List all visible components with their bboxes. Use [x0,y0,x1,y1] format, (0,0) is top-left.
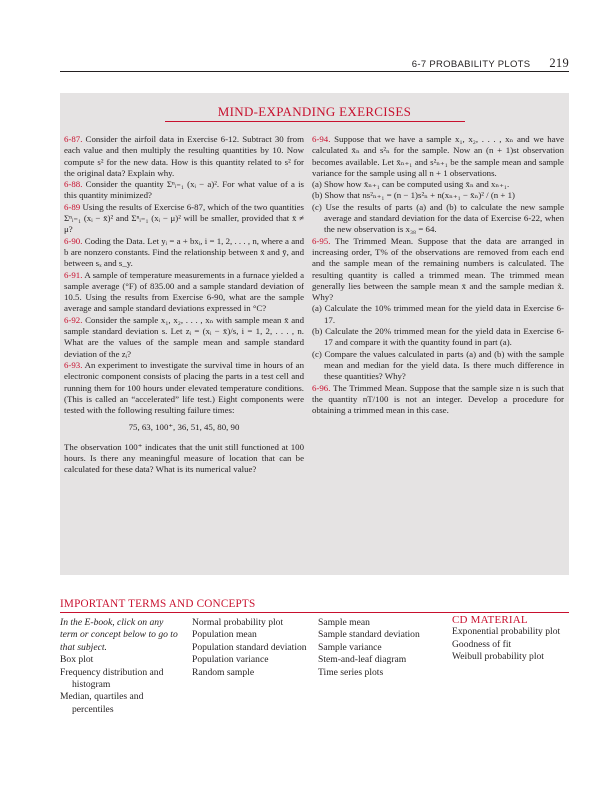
exercise-6-93-followup: The observation 100⁺ indicates that the unit still functioned at 100 hours. Is there any meaningful measure of location that can be calculated for these data? What is its numerical value? [64,441,304,475]
terms-rule [60,612,569,613]
exercise-part: (a) Show how x̄ₙ₊₁ can be computed using x̄ₙ and xₙ₊₁. [312,179,510,190]
term-link[interactable]: Population standard deviation [192,641,307,653]
term-link[interactable]: Sample mean [318,617,370,628]
terms-column-1 [60,617,180,716]
term-link[interactable]: Frequency distribution and histogram [60,666,164,691]
terms-title: IMPORTANT TERMS AND CONCEPTS [60,598,256,610]
exercise-6-90: 6-90. Coding the Data. Let yᵢ = a + bxᵢ, i = 1, 2, . . . , n, where a and b are nonzero constants. Find the relationship between x̄ and ȳ, and between sₓ and s_y. [64,235,305,269]
term-link[interactable]: Population variance [192,654,269,666]
exercise-part: (a) Calculate the 10% trimmed mean for the yield data in Exercise 6-17. [312,303,564,325]
exercise-number[interactable]: 6-89 [64,201,81,212]
exercise-number[interactable]: 6-87. [64,134,83,144]
ebook-instructions: In the E-book, click on any term or concept below to go to that subject. [60,617,178,653]
exercise-number[interactable]: 6-95. [312,235,331,246]
term-link[interactable]: Stem-and-leaf diagram [318,654,407,666]
exercise-number[interactable]: 6-94. [312,134,331,144]
term-link[interactable]: Weibull probability plot [452,651,544,663]
term-link[interactable]: Sample standard deviation [318,629,420,641]
exercise-part: (b) Show that ns²ₙ₊₁ = (n − 1)s²ₙ + n(xₙ₊₁ − x̄ₙ)² / (n + 1) [312,190,515,201]
cd-material-title: CD MATERIAL [452,614,528,626]
exercise-part: (b) Calculate the 20% trimmed mean for the yield data in Exercise 6-17 and compare it with the quantity found in part (a). [312,326,564,348]
terms-column-2 [192,617,310,679]
page-number: 219 [549,56,569,70]
terms-column-3 [318,617,436,679]
exercise-number[interactable]: 6-96. [312,382,331,393]
right-column [312,134,564,416]
term-link[interactable]: Sample variance [318,641,382,653]
running-title: 6-7 PROBABILITY PLOTS [411,59,531,70]
term-link[interactable]: Box plot [60,654,94,666]
term-link[interactable]: Normal probability plot [192,617,284,628]
terms-column-4 [452,614,568,664]
term-link[interactable]: Time series plots [318,666,384,678]
exercise-number[interactable]: 6-90. [64,235,83,246]
exercise-6-93: 6-93. An experiment to investigate the survival time in hours of an electronic component consists of placing the parts in a test cell and running them for 100 hours under elevated temperature conditions. (This is called an “accelerated” life test.) Eight components were tested with the following resulting failure times: [64,359,304,416]
failure-times: 75, 63, 100⁺, 36, 51, 45, 80, 90 [128,422,240,433]
exercise-number[interactable]: 6-88. [64,179,83,190]
exercise-6-94: 6-94. Suppose that we have a sample x₁, x₂, . . . , xₙ and we have calculated x̄ₙ and s²ₙ for the sample. Now an (n + 1)st observation becomes available. Let x̄ₙ₊₁ and s²ₙ₊₁ be the sample mean and sample variance for the sample using all n + 1 observations. [312,134,564,178]
section-title-rule [165,121,465,122]
term-link[interactable]: Random sample [192,666,255,678]
exercise-part: (c) Compare the values calculated in parts (a) and (b) with the sample mean and median for the yield data. Is there much difference in these quantities? Why? [312,348,564,382]
header-rule [60,71,569,72]
exercise-6-88: 6-88. Consider the quantity Σⁿᵢ₌₁ (xᵢ − a)². For what value of a is this quantity minimized? [64,179,304,201]
term-link[interactable]: Exponential probability plot [452,626,561,638]
term-link[interactable]: Goodness of fit [452,638,512,650]
term-link[interactable]: Median, quartiles and percentiles [60,691,144,715]
exercise-6-89: 6-89 Using the results of Exercise 6-87, which of the two quantities Σⁿᵢ₌₁ (xᵢ − x̄)² and Σⁿᵢ₌₁ (xᵢ − μ)² will be smaller, provided that x̄ ≠ μ? [64,201,304,235]
exercise-6-91: 6-91. A sample of temperature measurements in a furnace yielded a sample average (°F) of 835.00 and a sample standard deviation of 10.5. Using the results from Exercise 6-90, what are the sample average and sample standard deviations expressed in °C? [64,269,304,314]
section-title: MIND-EXPANDING EXERCISES [217,104,412,119]
exercise-6-95: 6-95. The Trimmed Mean. Suppose that the data are arranged in increasing order, T% of the observations are removed from each end and the sample mean of the remaining numbers is calculated. The resulting quantity is called a trimmed mean. The trimmed mean generally lies between the sample mean x̄ and the sample median x̃. Why? [312,235,564,303]
term-link[interactable]: Population mean [192,629,257,641]
exercise-number[interactable]: 6-93. [64,359,83,370]
exercise-number[interactable]: 6-92. [64,314,83,325]
exercise-6-96: 6-96. The Trimmed Mean. Suppose that the sample size n is such that the quantity nT/100 is not an integer. Develop a procedure for obtaining a trimmed mean in this case. [312,382,564,416]
left-column [64,134,304,476]
exercise-6-87: 6-87. Consider the airfoil data in Exercise 6-12. Subtract 30 from each value and then multiply the resulting quantities by 10. Now compute s² for the new data. How is this quantity related to s² for the original data? Explain why. [64,134,304,178]
exercise-part: (c) Use the results of parts (a) and (b) to calculate the new sample average and standard deviation for the data of Exercise 6-22, when the new observation is x₃₈ = 64. [312,201,564,235]
exercise-6-92: 6-92. Consider the sample x₁, x₂, . . . , xₙ with sample mean x̄ and sample standard deviation s. Let zᵢ = (xᵢ − x̄)/s, i = 1, 2, . . . , n. What are the values of the sample mean and sample standard deviation of the zᵢ? [64,314,304,359]
exercise-number[interactable]: 6-91. [64,269,83,280]
running-header [412,56,569,71]
